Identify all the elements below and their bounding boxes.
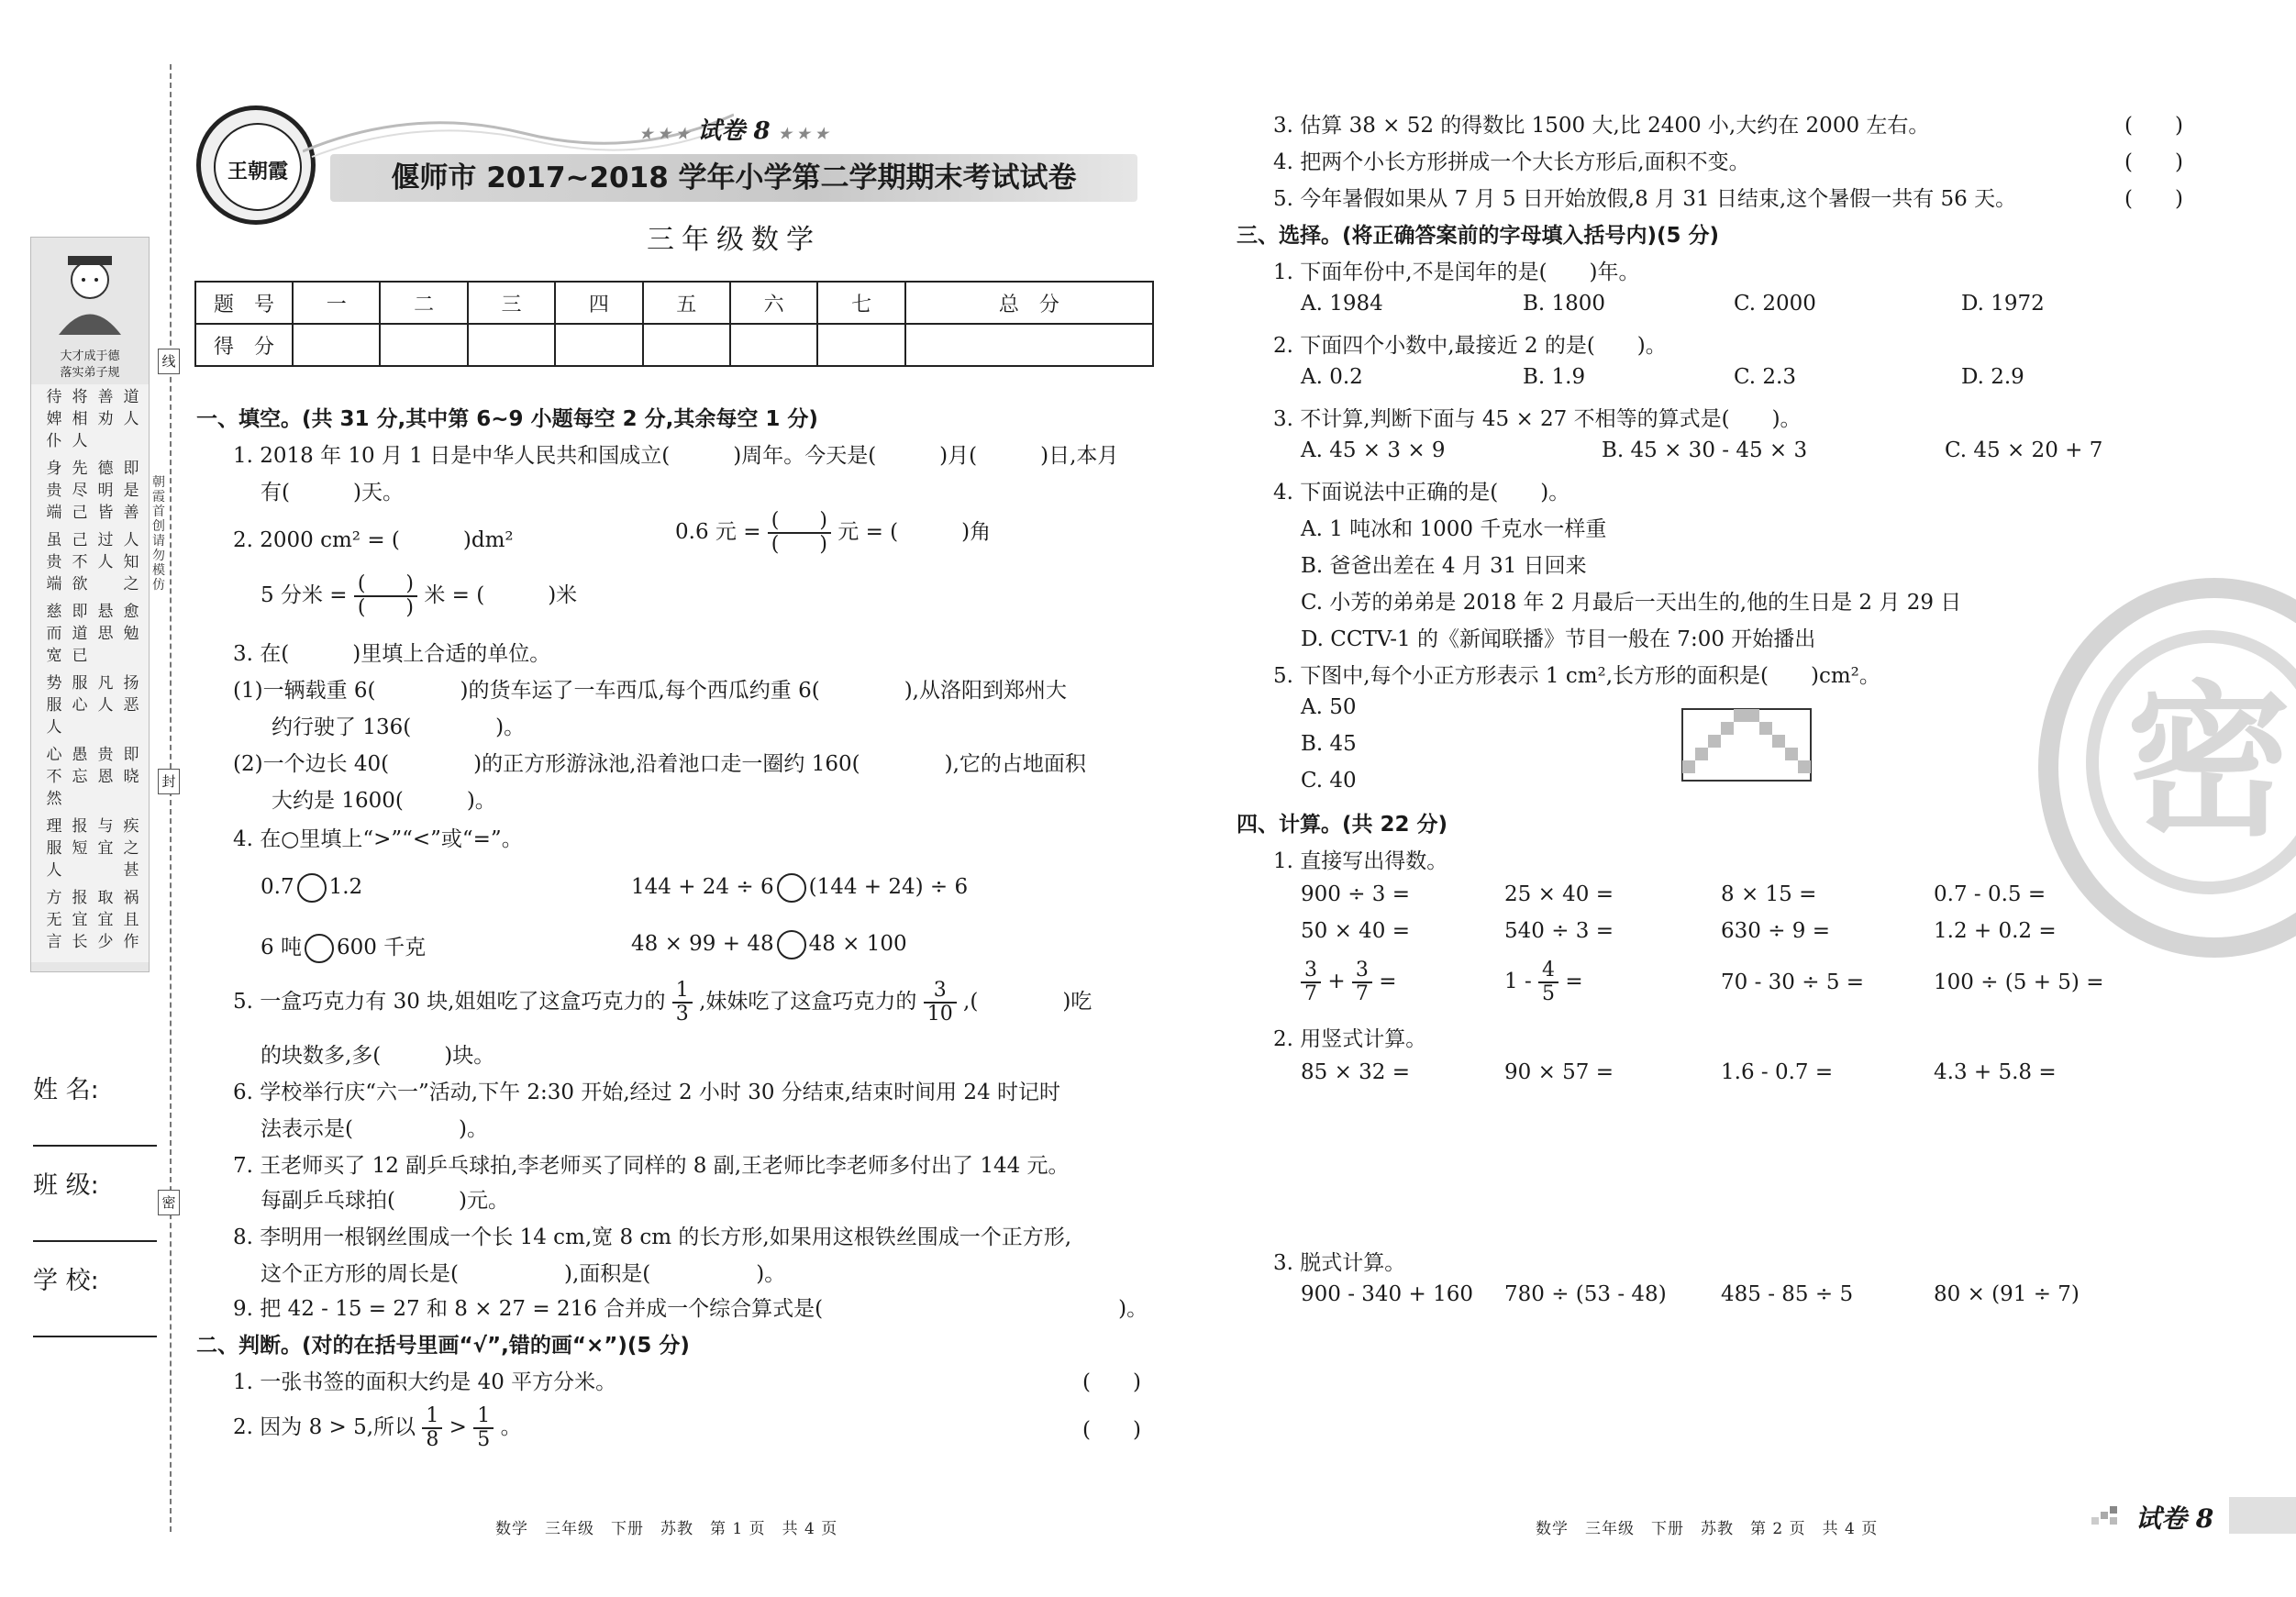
vertical-calc-item: 85 × 32 = xyxy=(1301,1060,1411,1084)
calc-item: 8 × 15 = xyxy=(1721,882,1817,906)
footer-page2: 数学 三年级 下册 苏教 第 2 页 共 4 页 xyxy=(1536,1520,1879,1538)
brand-logo xyxy=(196,105,316,225)
fraction: $\frac{1}{5}$ xyxy=(473,1405,494,1451)
fraction: $\frac{3}{7}$ xyxy=(1301,959,1321,1005)
score-input[interactable] xyxy=(380,324,467,366)
calc-item: 0.7 - 0.5 = xyxy=(1934,882,2046,906)
motto-text: 先尽己 xyxy=(72,460,88,522)
motto-label-1: 大才成于德 xyxy=(60,349,120,363)
score-input[interactable] xyxy=(293,324,380,366)
q2-part-b: 0.6 元 = $\frac{( )}{( )}$ 元 = ( )角 xyxy=(675,509,992,556)
name-label: 姓 名: xyxy=(33,1076,99,1104)
choice-q1: 1. 下面年份中,不是闰年的是( )年。 xyxy=(1273,261,1640,284)
choice-q2-opt[interactable]: C. 2.3 xyxy=(1734,365,1796,389)
q5-line1: 5. 一盒巧克力有 30 块,姐姐吃了这盒巧克力的 $\frac{1}{3}$ ,妹妹吃了这盒巧克力的 $\frac{3}{10}$ ,( )吃 xyxy=(233,979,1093,1026)
q8-line1: 8. 李明用一根钢丝围成一个长 14 cm,宽 8 cm 的长方形,如果用这根铁丝围成一个正方形, xyxy=(233,1225,1072,1249)
class-line[interactable] xyxy=(33,1240,157,1242)
compare-circle[interactable] xyxy=(777,930,806,959)
judge-q2: 2. 因为 8 > 5,所以 $\frac{1}{8}$ > $\frac{1}{5}$ 。 xyxy=(233,1404,522,1451)
part4-heading: 四、计算。(共 22 分) xyxy=(1237,813,1448,837)
cut-mark-feng: 封 xyxy=(158,769,180,794)
choice-q3-opt[interactable]: B. 45 × 30 - 45 × 3 xyxy=(1602,438,1808,462)
motto-text: 贵恩 xyxy=(97,746,114,786)
fraction: $\frac{3}{7}$ xyxy=(1352,959,1372,1005)
choice-q4-opt[interactable]: C. 小芳的弟弟是 2018 年 2 月最后一天出生的,他的生日是 2 月 29 日 xyxy=(1301,591,1962,615)
score-value-row xyxy=(195,324,1153,366)
motto-text: 将相人 xyxy=(72,388,88,450)
motto-text: 势服人 xyxy=(46,674,62,737)
part1-heading: 一、填空。(共 31 分,其中第 6~9 小题每空 2 分,其余每空 1 分) xyxy=(196,407,818,431)
calc-item: 70 - 30 ÷ 5 = xyxy=(1721,970,1865,994)
choice-q4-opt[interactable]: D. CCTV-1 的《新闻联播》节目一般在 7:00 开始播出 xyxy=(1301,627,1816,651)
judge-q5: 5. 今年暑假如果从 7 月 5 日开始放假,8 月 31 日结束,这个暑假一共有 56 天。 xyxy=(1273,187,2017,211)
score-input[interactable] xyxy=(905,324,1153,366)
part2-heading: 二、判断。(对的在括号里画“√”,错的画“×”)(5 分) xyxy=(196,1334,690,1358)
score-cell: 四 xyxy=(555,282,642,324)
fraction: $\frac{3}{10}$ xyxy=(924,980,957,1026)
q2-part-c: 5 分米 = $\frac{( )}{( )}$ 米 = ( )米 xyxy=(261,572,578,619)
stepwise-calc-item: 780 ÷ (53 - 48) xyxy=(1504,1282,1667,1306)
q6-line2: 法表示是( )。 xyxy=(261,1117,488,1141)
stepwise-calc-item: 485 - 85 ÷ 5 xyxy=(1721,1282,1854,1306)
motto-text: 愚忘 xyxy=(72,746,88,786)
motto-text: 己不欲 xyxy=(72,531,88,593)
confidential-stamp xyxy=(2038,578,2296,958)
motto-text: 即道已 xyxy=(72,603,88,665)
judge-q4: 4. 把两个小长方形拼成一个大长方形后,面积不变。 xyxy=(1273,150,1750,174)
vertical-calc-item: 4.3 + 5.8 = xyxy=(1934,1060,2057,1084)
motto-text: 扬恶 xyxy=(123,674,139,715)
score-input[interactable] xyxy=(730,324,817,366)
judge-q1: 1. 一张书签的面积大约是 40 平方分米。 xyxy=(233,1370,617,1394)
calc-item: 900 ÷ 3 = xyxy=(1301,882,1411,906)
calc-item-frac-b: 1 - $\frac{4}{5}$ = xyxy=(1504,959,1583,1005)
motto-text: 服心 xyxy=(72,674,88,715)
calc-item: 1.2 + 0.2 = xyxy=(1934,919,2057,943)
compare-circle[interactable] xyxy=(297,873,327,903)
q3-1-line1: (1)一辆载重 6( )的货车运了一车西瓜,每个西瓜约重 6( ),从洛阳到郑州大 xyxy=(233,679,1067,703)
motto-label-2: 落实弟子规 xyxy=(60,366,120,380)
brand-logo-text: 王朝霞 xyxy=(214,123,302,211)
q4-item-d: 48 × 99 + 48 48 × 100 xyxy=(631,930,907,959)
calc-item: 630 ÷ 9 = xyxy=(1721,919,1831,943)
copyright-note: 朝霞首创 请勿模仿 xyxy=(152,475,165,593)
exam-subject: 三年级数学 xyxy=(647,224,821,256)
vertical-calc-item: 90 × 57 = xyxy=(1504,1060,1614,1084)
motto-text: 愈勉 xyxy=(123,603,139,643)
judge-bracket-5[interactable]: ( ) xyxy=(2124,187,2183,211)
q3-2-line1: (2)一个边长 40( )的正方形游泳池,沿着池口走一圈约 160( ),它的占地面积 xyxy=(233,752,1086,776)
score-cell: 五 xyxy=(643,282,730,324)
motto-text: 慈而宽 xyxy=(46,603,62,665)
choice-q2-opt[interactable]: A. 0.2 xyxy=(1301,365,1363,389)
calc-item: 540 ÷ 3 = xyxy=(1504,919,1614,943)
motto-text: 即晓 xyxy=(123,746,139,786)
choice-q4-opt[interactable]: B. 爸爸出差在 4 月 31 日回来 xyxy=(1301,554,1587,578)
star-right-icon: ★ ★ ★ xyxy=(778,125,828,142)
q4-item-b: 144 + 24 ÷ 6 (144 + 24) ÷ 6 xyxy=(631,873,968,903)
judge-bracket-2[interactable]: ( ) xyxy=(1082,1418,1141,1442)
choice-q5-opt[interactable]: A. 50 xyxy=(1301,695,1357,719)
score-cell: 七 xyxy=(817,282,904,324)
judge-bracket-4[interactable]: ( ) xyxy=(2124,150,2183,174)
motto-text: 心不然 xyxy=(46,746,62,808)
motto-text: 取宜少 xyxy=(97,889,114,951)
choice-q1-opt[interactable]: B. 1800 xyxy=(1523,292,1606,316)
motto-text: 善劝 xyxy=(97,388,114,428)
name-line[interactable] xyxy=(33,1145,157,1147)
judge-bracket-3[interactable]: ( ) xyxy=(2124,114,2183,138)
fraction: $\frac{1}{3}$ xyxy=(672,980,693,1026)
motto-text: 悬思 xyxy=(97,603,114,643)
corner-tab-label: 试卷 8 xyxy=(2135,1503,2214,1534)
choice-q1-opt[interactable]: C. 2000 xyxy=(1734,292,1816,316)
exam-title: 偃师市 2017~2018 学年小学第二学期期末考试试卷 xyxy=(391,161,1077,194)
q3-1-line2: 约行驶了 136( )。 xyxy=(272,715,526,739)
choice-q1-opt[interactable]: D. 1972 xyxy=(1961,292,2045,316)
choice-q2-opt[interactable]: B. 1.9 xyxy=(1523,365,1586,389)
motto-text: 理服人 xyxy=(46,817,62,880)
q1-line1: 1. 2018 年 10 月 1 日是中华人民共和国成立( )周年。今天是( )月( )日,本月 xyxy=(233,444,1119,468)
compare-circle[interactable] xyxy=(777,873,806,903)
stepwise-calc-item: 900 - 340 + 160 xyxy=(1301,1282,1473,1306)
score-cell: 三 xyxy=(468,282,555,324)
motto-text: 祸且作 xyxy=(123,889,139,951)
class-label: 班 级: xyxy=(33,1171,99,1200)
choice-q5-opt[interactable]: B. 45 xyxy=(1301,732,1357,756)
cut-mark-mi: 密 xyxy=(158,1190,180,1215)
motto-text: 凡人 xyxy=(97,674,114,715)
score-input[interactable] xyxy=(468,324,555,366)
score-input[interactable] xyxy=(555,324,642,366)
score-cell: 一 xyxy=(293,282,380,324)
q6-line1: 6. 学校举行庆“六一”活动,下午 2:30 开始,经过 2 小时 30 分结束,结束时间用 24 时记时 xyxy=(233,1081,1061,1104)
motto-text: 德明皆 xyxy=(97,460,114,522)
choice-q2-opt[interactable]: D. 2.9 xyxy=(1961,365,2024,389)
vertical-calc-item: 1.6 - 0.7 = xyxy=(1721,1060,1834,1084)
score-cell: 二 xyxy=(380,282,467,324)
part3-heading: 三、选择。(将正确答案前的字母填入括号内)(5 分) xyxy=(1237,224,1720,248)
fraction: $\frac{( )}{( )}$ xyxy=(768,510,831,556)
scholar-figure-icon xyxy=(31,243,149,353)
footer-page1: 数学 三年级 下册 苏教 第 1 页 共 4 页 xyxy=(495,1520,838,1538)
motto-text: 报宜长 xyxy=(72,889,88,951)
judge-bracket-1[interactable]: ( ) xyxy=(1082,1370,1141,1394)
q5-line2: 的块数多,多( )块。 xyxy=(261,1044,495,1068)
score-cell: 得 分 xyxy=(195,324,293,366)
motto-text: 虽贵端 xyxy=(46,531,62,593)
score-input[interactable] xyxy=(643,324,730,366)
q8-line2: 这个正方形的周长是( ),面积是( )。 xyxy=(261,1262,786,1286)
motto-text: 人知之 xyxy=(123,531,139,593)
q1-line2: 有( )天。 xyxy=(261,481,404,505)
star-left-icon: ★ ★ ★ xyxy=(639,125,690,142)
q4-prompt: 4. 在○里填上“>”“<”或“=”。 xyxy=(233,827,523,851)
fraction: $\frac{1}{8}$ xyxy=(422,1405,442,1451)
choice-q5-opt[interactable]: C. 40 xyxy=(1301,769,1357,793)
calc-item: 100 ÷ (5 + 5) = xyxy=(1934,970,2104,994)
cut-mark-xian: 线 xyxy=(158,349,180,374)
calc-item: 25 × 40 = xyxy=(1504,882,1614,906)
score-cell: 题 号 xyxy=(195,282,293,324)
q7-line1: 7. 王老师买了 12 副乒乓球拍,李老师买了同样的 8 副,王老师比李老师多付出了 144 元。 xyxy=(233,1154,1070,1178)
calc-item: 50 × 40 = xyxy=(1301,919,1411,943)
corner-tab-shade xyxy=(2229,1497,2296,1534)
grid-area-figure xyxy=(1681,708,1812,782)
choice-q5: 5. 下图中,每个小正方形表示 1 cm²,长方形的面积是( )cm²。 xyxy=(1273,664,1880,688)
choice-q4: 4. 下面说法中正确的是( )。 xyxy=(1273,481,1570,505)
score-cell: 六 xyxy=(730,282,817,324)
calc-s1: 1. 直接写出得数。 xyxy=(1273,849,1448,873)
motto-panel xyxy=(30,237,150,972)
motto-text: 道人 xyxy=(123,388,139,428)
q2-part-a: 2. 2000 cm² = ( )dm² xyxy=(233,528,514,552)
stepwise-calc-item: 80 × (91 ÷ 7) xyxy=(1934,1282,2080,1306)
q4-item-a: 0.7 1.2 xyxy=(261,873,362,903)
choice-q3: 3. 不计算,判断下面与 45 × 27 不相等的算式是( )。 xyxy=(1273,407,1802,431)
choice-q3-opt[interactable]: A. 45 × 3 × 9 xyxy=(1301,438,1446,462)
q3-2-line2: 大约是 1600( )。 xyxy=(272,789,496,813)
choice-q4-opt[interactable]: A. 1 吨冰和 1000 千克水一样重 xyxy=(1301,517,1607,541)
corner-squares-icon xyxy=(2091,1506,2128,1528)
fraction: $\frac{4}{5}$ xyxy=(1538,959,1558,1005)
motto-text: 方无言 xyxy=(46,889,62,951)
binding-dashed-line xyxy=(170,64,172,1532)
calc-s2: 2. 用竖式计算。 xyxy=(1273,1027,1427,1051)
school-line[interactable] xyxy=(33,1336,157,1337)
q9-line: 9. 把 42 - 15 = 27 和 8 × 27 = 216 合并成一个综合算式是( )。 xyxy=(233,1297,1148,1321)
score-input[interactable] xyxy=(817,324,904,366)
score-table xyxy=(194,281,1154,367)
motto-text: 身贵端 xyxy=(46,460,62,522)
motto-text: 疾之甚 xyxy=(123,817,139,880)
choice-q2: 2. 下面四个小数中,最接近 2 的是( )。 xyxy=(1273,334,1667,358)
score-header-row xyxy=(195,282,1153,324)
fraction: $\frac{( )}{( )}$ xyxy=(354,573,417,619)
motto-text: 过人 xyxy=(97,531,114,571)
judge-q3: 3. 估算 38 × 52 的得数比 1500 大,比 2400 小,大约在 2000 左右。 xyxy=(1273,114,1930,138)
q7-line2: 每副乒乓球拍( )元。 xyxy=(261,1189,509,1213)
motto-text: 与宜 xyxy=(97,817,114,858)
motto-text: 待婢仆 xyxy=(46,388,62,450)
choice-q3-opt[interactable]: C. 45 × 20 + 7 xyxy=(1945,438,2103,462)
exam-number: ★ ★ ★ 试卷 8 ★ ★ ★ xyxy=(639,117,828,145)
motto-text: 报短 xyxy=(72,817,88,858)
calc-s3: 3. 脱式计算。 xyxy=(1273,1251,1406,1275)
motto-text: 即是善 xyxy=(123,460,139,522)
q3-prompt: 3. 在( )里填上合适的单位。 xyxy=(233,642,551,666)
school-label: 学 校: xyxy=(33,1267,99,1295)
corner-exam-tab xyxy=(2091,1497,2296,1534)
choice-q1-opt[interactable]: A. 1984 xyxy=(1301,292,1383,316)
calc-item-frac-a: $\frac{3}{7}$ + $\frac{3}{7}$ = xyxy=(1301,959,1397,1005)
score-cell: 总 分 xyxy=(905,282,1153,324)
stamp-char: 密 xyxy=(2086,630,2296,894)
q4-item-c: 6 吨 600 千克 xyxy=(261,930,426,963)
compare-circle[interactable] xyxy=(305,934,334,963)
